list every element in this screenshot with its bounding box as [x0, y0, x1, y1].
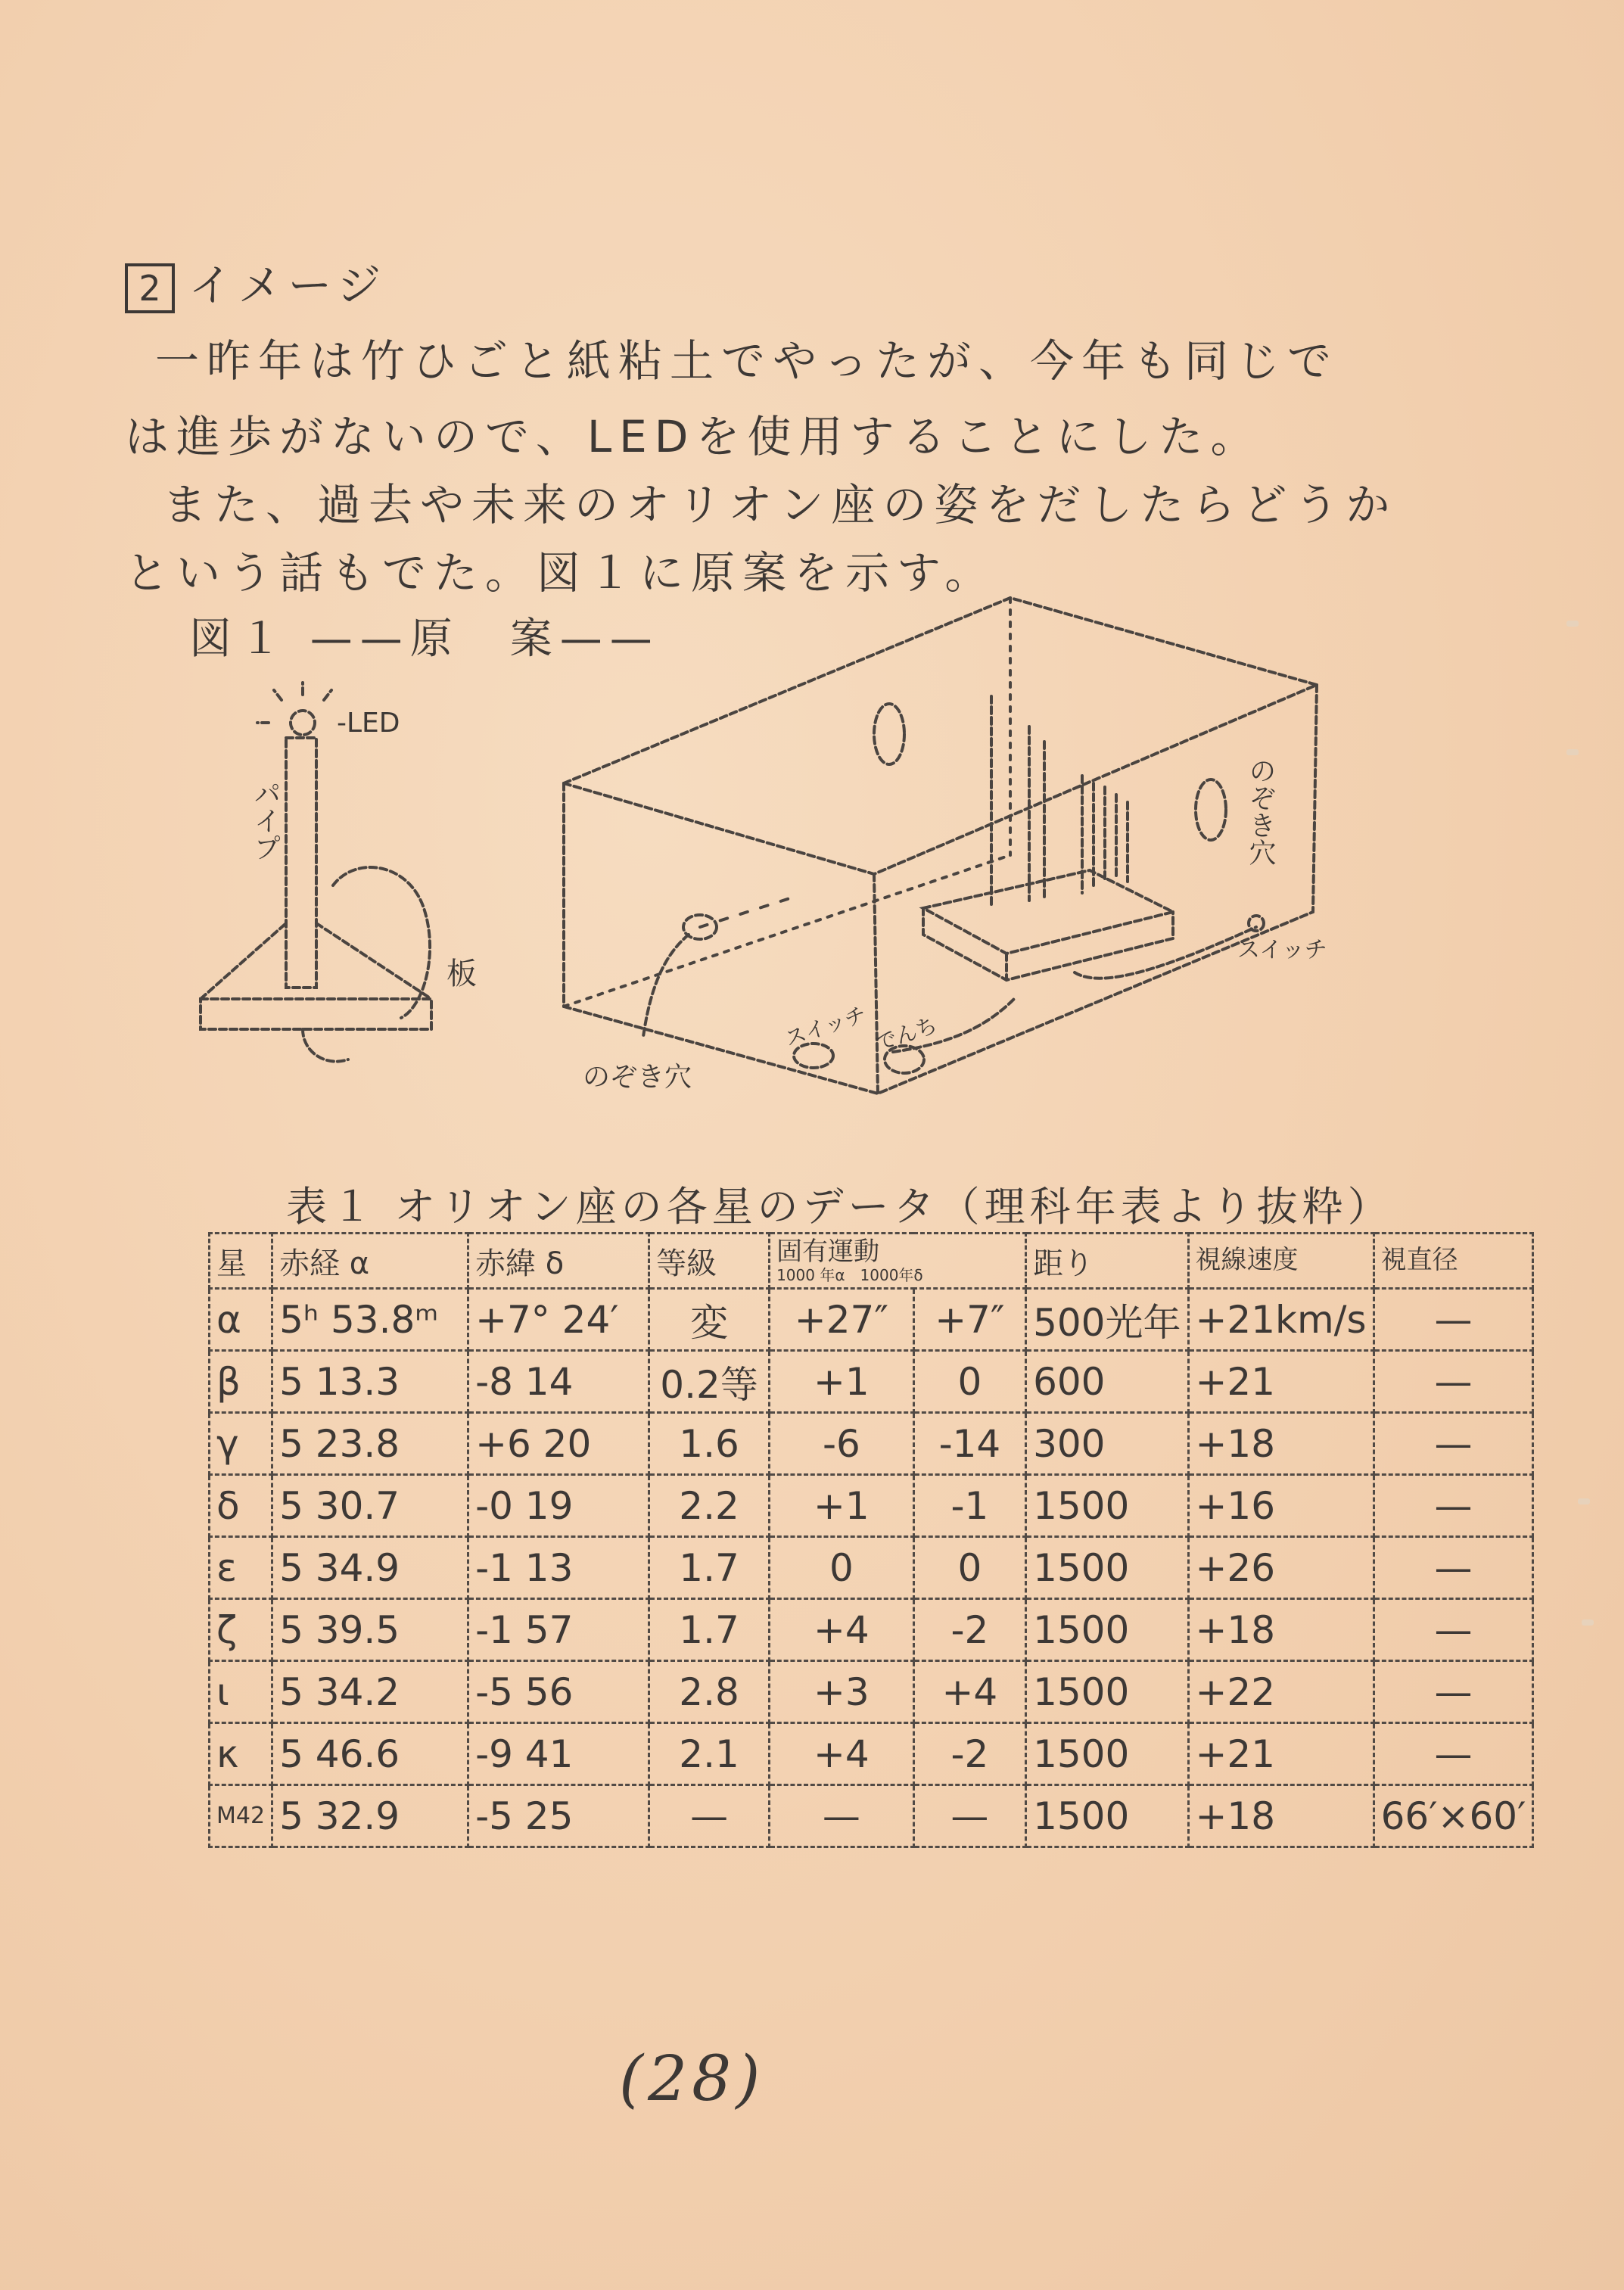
- header-radial: 視線速度: [1188, 1234, 1374, 1289]
- header-diameter: 視直径: [1374, 1234, 1533, 1289]
- cell-pm-dec: -1: [913, 1475, 1025, 1537]
- cell-diam: —: [1374, 1723, 1533, 1785]
- cell-dist: 1500: [1026, 1475, 1188, 1537]
- cell-ra: 5 46.6: [272, 1723, 468, 1785]
- cell-pm-ra: —: [770, 1785, 914, 1847]
- cell-radial: +22: [1188, 1661, 1374, 1723]
- cell-pm-ra: +4: [770, 1599, 914, 1661]
- cell-mag: 1.7: [649, 1537, 770, 1599]
- cell-star: γ: [210, 1413, 272, 1475]
- cell-diam: —: [1374, 1413, 1533, 1475]
- table-row: [210, 1537, 1533, 1599]
- cell-ra: 5 30.7: [272, 1475, 468, 1537]
- cell-radial: +16: [1188, 1475, 1374, 1537]
- header-proper-motion: 固有運動 1000 年α 1000年δ: [770, 1234, 1026, 1289]
- cell-pm-ra: +3: [770, 1661, 914, 1723]
- page-number: (28): [619, 2043, 765, 2115]
- cell-pm-ra: -6: [770, 1413, 914, 1475]
- cell-mag: 変: [649, 1289, 770, 1351]
- viewing-box-sketch: [564, 598, 1317, 1094]
- paragraph-line: は進歩がないので、LEDを使用することにした。: [125, 411, 1262, 462]
- cell-pm-dec: -2: [913, 1723, 1025, 1785]
- cell-dist: 1500: [1026, 1785, 1188, 1847]
- led-pipe-sketch: [201, 683, 431, 1062]
- cell-mag: 2.2: [649, 1475, 770, 1537]
- cell-dist: 600: [1026, 1351, 1188, 1413]
- cell-pm-ra: 0: [770, 1537, 914, 1599]
- cell-dist: 1500: [1026, 1661, 1188, 1723]
- cell-radial: +18: [1188, 1599, 1374, 1661]
- cell-pm-dec: +7″: [913, 1289, 1025, 1351]
- cell-dec: -0 19: [468, 1475, 649, 1537]
- table-row: [210, 1413, 1533, 1475]
- cell-pm-dec: 0: [913, 1351, 1025, 1413]
- cell-dist: 1500: [1026, 1599, 1188, 1661]
- cell-star: κ: [210, 1723, 272, 1785]
- cell-dec: +7° 24′: [468, 1289, 649, 1351]
- cell-diam: —: [1374, 1475, 1533, 1537]
- figure-1-drawing: [0, 0, 1624, 1135]
- cell-diam: —: [1374, 1537, 1533, 1599]
- cell-dist: 300: [1026, 1413, 1188, 1475]
- binding-mark: [1566, 749, 1579, 755]
- header-ra: 赤経 α: [272, 1234, 468, 1289]
- cell-mag: 2.1: [649, 1723, 770, 1785]
- cell-ra: 5ʰ 53.8ᵐ: [272, 1289, 468, 1351]
- binding-mark: [1578, 1498, 1590, 1504]
- label-switch-bottom: スイッチ: [782, 1001, 870, 1052]
- cell-ra: 5 34.2: [272, 1661, 468, 1723]
- binding-mark: [1582, 1619, 1594, 1626]
- cell-dec: +6 20: [468, 1413, 649, 1475]
- cell-mag: 0.2等: [649, 1351, 770, 1413]
- cell-dist: 500光年: [1026, 1289, 1188, 1351]
- cell-diam: —: [1374, 1351, 1533, 1413]
- cell-radial: +21: [1188, 1723, 1374, 1785]
- table-row: [210, 1289, 1533, 1351]
- cell-star: ε: [210, 1537, 272, 1599]
- cell-ra: 5 39.5: [272, 1599, 468, 1661]
- cell-dec: -5 25: [468, 1785, 649, 1847]
- table-row: [210, 1475, 1533, 1537]
- cell-pm-dec: +4: [913, 1661, 1025, 1723]
- header-pm-dec-unit: 1000年δ: [860, 1265, 923, 1284]
- label-peephole-left: のぞき穴: [583, 1062, 692, 1093]
- cell-radial: +21km/s: [1188, 1289, 1374, 1351]
- cell-pm-ra: +1: [770, 1351, 914, 1413]
- cell-pm-dec: -14: [913, 1413, 1025, 1475]
- cell-diam: —: [1374, 1289, 1533, 1351]
- cell-pm-dec: -2: [913, 1599, 1025, 1661]
- cell-star: ι: [210, 1661, 272, 1723]
- cell-pm-dec: 0: [913, 1537, 1025, 1599]
- cell-star: M42: [210, 1785, 272, 1847]
- cell-star: δ: [210, 1475, 272, 1537]
- star-data-table: [208, 1232, 1534, 1848]
- cell-ra: 5 32.9: [272, 1785, 468, 1847]
- label-battery: でんち: [872, 1012, 941, 1056]
- cell-diam: 66′×60′: [1374, 1785, 1533, 1847]
- cell-mag: 1.6: [649, 1413, 770, 1475]
- header-mag: 等級: [649, 1234, 770, 1289]
- cell-star: ζ: [210, 1599, 272, 1661]
- cell-diam: —: [1374, 1661, 1533, 1723]
- cell-dec: -9 41: [468, 1723, 649, 1785]
- cell-star: β: [210, 1351, 272, 1413]
- cell-diam: —: [1374, 1599, 1533, 1661]
- header-dec: 赤緯 δ: [468, 1234, 649, 1289]
- header-distance: 距り: [1026, 1234, 1188, 1289]
- paragraph-line: また、過去や未来のオリオン座の姿をだしたらどうか: [163, 479, 1398, 530]
- table-row: [210, 1723, 1533, 1785]
- cell-pm-ra: +4: [770, 1723, 914, 1785]
- table-row: [210, 1351, 1533, 1413]
- label-switch-right: スイッチ: [1237, 937, 1327, 963]
- cell-dec: -8 14: [468, 1351, 649, 1413]
- table-row: [210, 1661, 1533, 1723]
- cell-pm-dec: —: [913, 1785, 1025, 1847]
- section-title: イメージ: [188, 260, 387, 311]
- label-pipe: パイプ: [250, 779, 281, 861]
- paragraph-line: 一昨年は竹ひごと紙粘土でやったが、今年も同じで: [155, 335, 1339, 387]
- cell-radial: +18: [1188, 1785, 1374, 1847]
- cell-radial: +21: [1188, 1351, 1374, 1413]
- cell-ra: 5 13.3: [272, 1351, 468, 1413]
- label-board: 板: [446, 957, 477, 991]
- cell-ra: 5 34.9: [272, 1537, 468, 1599]
- cell-ra: 5 23.8: [272, 1413, 468, 1475]
- cell-dist: 1500: [1026, 1537, 1188, 1599]
- table-title: 表１ オリオン座の各星のデータ（理科年表より抜粋）: [286, 1183, 1393, 1231]
- cell-dec: -1 57: [468, 1599, 649, 1661]
- table-header-row: [210, 1234, 1533, 1289]
- cell-star: α: [210, 1289, 272, 1351]
- header-pm-ra-unit: 1000 年α: [776, 1265, 845, 1284]
- cell-pm-ra: +1: [770, 1475, 914, 1537]
- figure-caption: 図１ ——原 案——: [189, 615, 660, 664]
- cell-dec: -5 56: [468, 1661, 649, 1723]
- section-number: 2: [125, 263, 175, 313]
- cell-pm-ra: +27″: [770, 1289, 914, 1351]
- binding-mark: [1566, 621, 1579, 627]
- table-row: [210, 1599, 1533, 1661]
- label-peephole-right: のぞき穴: [1245, 757, 1276, 866]
- cell-dec: -1 13: [468, 1537, 649, 1599]
- table-row: [210, 1785, 1533, 1847]
- cell-mag: 1.7: [649, 1599, 770, 1661]
- cell-dist: 1500: [1026, 1723, 1188, 1785]
- paragraph-line: という話もでた。図１に原案を示す。: [125, 547, 997, 599]
- header-star: 星: [210, 1234, 272, 1289]
- label-led: -LED: [337, 708, 400, 739]
- cell-radial: +18: [1188, 1413, 1374, 1475]
- cell-mag: —: [649, 1785, 770, 1847]
- cell-mag: 2.8: [649, 1661, 770, 1723]
- cell-radial: +26: [1188, 1537, 1374, 1599]
